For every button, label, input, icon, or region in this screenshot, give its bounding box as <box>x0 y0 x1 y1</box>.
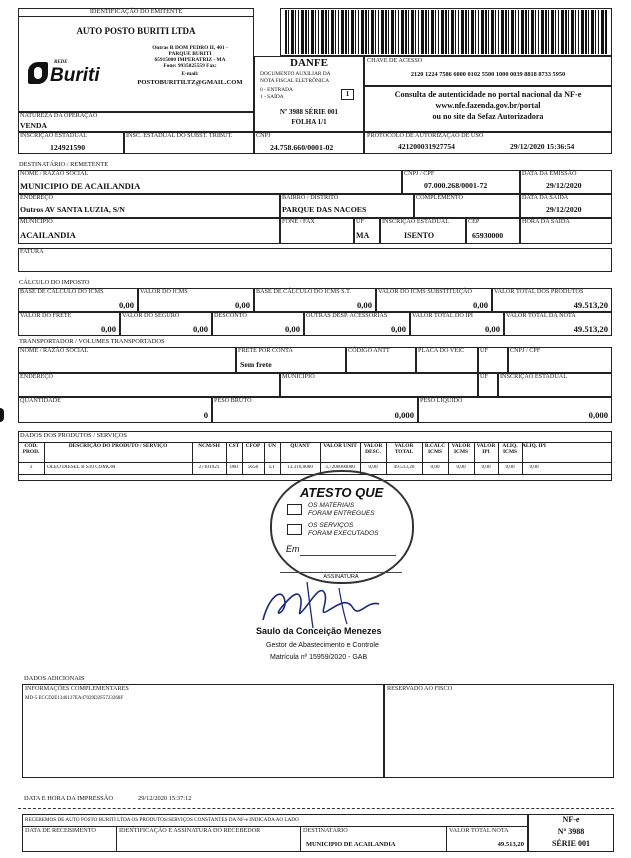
stamp-opt1-l1: OS MATERIAIS <box>308 502 355 509</box>
impressao-label: DATA E HORA DA IMPRESSÃO <box>24 795 113 802</box>
danfe-saida: 1 - SAÍDA <box>260 94 284 100</box>
dest-hora-label: HORA DA SAÍDA <box>522 218 570 225</box>
produtos-col-header: NCM/SH <box>198 443 220 449</box>
transp-uf-label: UF <box>480 347 488 354</box>
natureza-value: VENDA <box>20 121 48 130</box>
transp-placa-label: PLACA DO VEIC <box>418 347 465 354</box>
produtos-col-header: UN <box>268 443 276 449</box>
produtos-col-header: VALOR TOTAL <box>394 443 414 455</box>
ipi-label: VALOR TOTAL DO IPI <box>412 312 473 319</box>
emitente-address-2: PARQUE BURITI <box>168 51 212 57</box>
fatura-box <box>18 248 612 272</box>
danfe-title: DANFE <box>290 57 328 69</box>
ipi: 0,00 <box>484 324 500 334</box>
produtos-cell: 0,00 <box>430 465 440 470</box>
produtos-col-header: QUANT <box>290 443 310 449</box>
transp-nome-label: NOME / RAZÃO SOCIAL <box>20 347 89 354</box>
stamp-checkbox-materiais <box>287 504 302 515</box>
bc-icms: 0,00 <box>118 300 134 310</box>
handwritten-signature <box>255 578 405 633</box>
cnpj-emit-value: 24.758.660/0001-02 <box>270 143 334 152</box>
canhoto-dest-label: DESTINATÁRIO <box>303 827 348 834</box>
outras-label: OUTRAS DESP. ACESSÓRIAS <box>306 312 388 319</box>
impressao-value: 29/12/2020 15:37:12 <box>138 795 192 802</box>
canhoto-vtotal: 49.513,20 <box>497 841 524 848</box>
transp-ie-label: INSCRIÇÃO ESTADUAL <box>500 373 568 380</box>
barcode <box>285 10 607 54</box>
v-st-label: VALOR DO ICMS SUBSTITUIÇÃO <box>378 288 472 295</box>
protocolo-label: PROTOCOLO DE AUTORIZAÇÃO DE USO <box>367 132 484 139</box>
chave-label: CHAVE DE ACESSO <box>367 57 423 64</box>
transp-frete-label: FRETE POR CONTA <box>238 347 293 354</box>
bc-st: 0,00 <box>356 300 372 310</box>
dest-end-label: ENDEREÇO <box>20 194 53 201</box>
canhoto-numero: Nº 3988 <box>557 827 585 836</box>
emitente-address-1: Outras R DOM PEDRO II, 401 - <box>152 45 228 51</box>
stamp-signature-line <box>280 572 402 573</box>
frete-label: VALOR DO FRETE <box>20 312 72 319</box>
dest-nome: MUNICIPIO DE ACAILANDIA <box>20 181 141 191</box>
danfe-folha: FOLHA 1/1 <box>291 118 327 126</box>
ie-st-label: INSC. ESTADUAL DO SUBST. TRIBUT. <box>126 132 233 139</box>
dest-bairro-label: BAIRRO / DISTRITO <box>282 194 339 201</box>
bc-icms-label: BASE DE CÁLCULO DO ICMS <box>20 288 104 295</box>
nota: 49.513,20 <box>573 324 608 334</box>
produtos-cell: LT <box>269 465 275 470</box>
transp-frete: Sem frete <box>240 360 272 369</box>
chave-value: 2120 1224 7586 6000 0102 5500 1000 0039 8818 8733 5950 <box>410 71 566 78</box>
dest-emissao: 29/12/2020 <box>546 181 582 190</box>
transp-uf2-label: UF <box>480 373 488 380</box>
dest-saida-label: DATA DA SAÍDA <box>522 194 569 201</box>
produtos-col-header: CÓD. PROD. <box>22 443 40 455</box>
dest-mun: ACAILANDIA <box>20 230 76 240</box>
produtos-cell: 060 <box>230 465 238 470</box>
desc: 0,00 <box>284 324 300 334</box>
emitente-email-label: E-mail: <box>181 71 199 77</box>
stamp-opt2-l1: OS SERVIÇOS <box>308 522 354 529</box>
protocolo-numero: 421200031927754 <box>398 142 455 151</box>
ie-value: 124921590 <box>50 143 86 152</box>
fisco-label: RESERVADO AO FISCO <box>387 685 453 692</box>
bc-st-label: BASE DE CÁLCULO DO ICMS S.T. <box>256 288 351 295</box>
seguro: 0,00 <box>192 324 208 334</box>
nota-label: VALOR TOTAL DA NOTA <box>506 312 576 319</box>
v-prod-label: VALOR TOTAL DOS PRODUTOS <box>494 288 584 295</box>
produtos-cell: 3,7200000000 <box>325 465 355 470</box>
canhoto-recebemos: RECEBEMOS DE AUTO POSTO BURITI LTDA OS PRODUTOS/SERVIÇOS CONSTANTES DA NF-e INDICADA AO LADO <box>25 817 299 823</box>
produtos-col-header: ALÍQ. IPI <box>522 443 546 449</box>
frete: 0,00 <box>100 324 116 334</box>
stamp-opt2-l2: FORAM EXECUTADOS <box>308 530 379 537</box>
produtos-cell: 0,00 <box>368 465 378 470</box>
ie-label: INSCRIÇÃO ESTADUAL <box>20 132 88 139</box>
produtos-col-header: CFOP <box>245 443 261 449</box>
produtos-cell: 0,00 <box>481 465 491 470</box>
dest-uf-label: UF <box>356 218 364 225</box>
punch-hole-mark <box>0 408 4 422</box>
seguro-label: VALOR DO SEGURO <box>122 312 180 319</box>
stamp-title: ATESTO QUE <box>300 485 384 500</box>
produtos-col-header: ALÍQ. ICMS <box>502 443 518 455</box>
transp-mun-label: MUNICÍPIO <box>282 373 315 380</box>
canhoto-ident-label: IDENTIFICAÇÃO E ASSINATURA DO RECEBEDOR <box>119 827 261 834</box>
consulta-line-1: Consulta de autenticidade no portal nacional da NF-e <box>394 90 582 99</box>
transp-header: TRANSPORTADOR / VOLUMES TRANSPORTADOS <box>19 338 165 345</box>
danfe-subtitle-1: DOCUMENTO AUXILIAR DA <box>260 71 331 77</box>
transp-end-label: ENDEREÇO <box>20 373 53 380</box>
transp-pb: 0,000 <box>394 410 414 420</box>
v-st: 0,00 <box>472 300 488 310</box>
produtos-cell: 3 <box>29 465 33 470</box>
dest-ie-label: INSCRIÇÃO ESTADUAL <box>382 218 450 225</box>
canhoto-serie: SÉRIE 001 <box>551 839 590 848</box>
protocolo-data: 29/12/2020 15:36:54 <box>510 142 575 151</box>
danfe-tipo: 1 <box>345 90 350 98</box>
dest-nome-label: NOME / RAZÃO SOCIAL <box>20 170 89 177</box>
dest-bairro: PARQUE DAS NACOES <box>282 205 367 214</box>
produtos-col-header: B.CÁLC ICMS <box>424 443 446 455</box>
emitente-header: IDENTIFICAÇÃO DO EMITENTE <box>89 8 183 15</box>
natureza-label: NATUREZA DA OPERAÇÃO <box>20 112 98 119</box>
danfe-entrada: 0 - ENTRADA <box>260 87 293 93</box>
buriti-logo-icon <box>28 62 48 84</box>
produtos-cell: 0,00 <box>505 465 515 470</box>
adicionais-header: DADOS ADICIONAIS <box>24 675 85 682</box>
transp-qtd-label: QUANTIDADE <box>20 397 61 404</box>
emitente-name: AUTO POSTO BURITI LTDA <box>76 26 196 36</box>
emitente-address-3: 65915000 IMPERATRIZ - MA <box>154 57 226 63</box>
danfe-subtitle-2: NOTA FISCAL ELETRÔNICA <box>260 78 330 84</box>
fatura-header: FATURA <box>20 248 44 255</box>
logo-small-text: REDE <box>54 60 68 65</box>
produtos-col-header: VALOR DESC. <box>363 443 383 455</box>
danfe-numero: Nº 3988 SÉRIE 001 <box>279 108 339 116</box>
dest-fone-label: FONE / FAX <box>282 218 315 225</box>
dest-ie: ISENTO <box>404 231 435 240</box>
stamp-em: Em <box>286 544 300 554</box>
canhoto-nfe: NF-e <box>562 815 580 824</box>
produtos-col-header: CST <box>228 443 240 449</box>
produtos-cell: 5656 <box>247 465 259 470</box>
info-compl: MD-5 ECCD2E1346127EA47029D2F5723268F <box>25 696 124 701</box>
v-icms-label: VALOR DO ICMS <box>140 288 188 295</box>
emitente-email: POSTOBURITILTZ@GMAIL.COM <box>137 79 243 86</box>
dest-cnpj-label: CNPJ / CPF <box>404 170 435 177</box>
signer-name: Saulo da Conceição Menezes <box>256 626 382 636</box>
transp-pb-label: PESO BRUTO <box>214 397 252 404</box>
consulta-line-3: ou no site da Sefaz Autorizadora <box>432 112 544 121</box>
canhoto-data-label: DATA DE RECEBIMENTO <box>25 827 96 834</box>
logo-text: Buriti <box>50 65 100 86</box>
dest-cep: 65930000 <box>472 231 504 240</box>
transp-pl: 0,000 <box>588 410 608 420</box>
produtos-cell: 27101921 <box>198 465 220 470</box>
transp-qtd: 0 <box>203 410 208 420</box>
dest-end: Outros AV SANTA LUZIA, S/N <box>20 205 125 214</box>
cut-line <box>18 808 614 810</box>
v-prod: 49.513,20 <box>573 300 608 310</box>
produtos-col-header: VALOR UNIT <box>323 443 357 449</box>
produtos-col-header: DESCRIÇÃO DO PRODUTO / SERVIÇO <box>68 443 168 449</box>
stamp-opt1-l2: FORAM ENTREGUES <box>308 510 375 517</box>
dest-cep-label: CEP <box>468 218 480 225</box>
produtos-cell: 0,00 <box>529 465 539 470</box>
produtos-col-header: VALOR IPI <box>476 443 496 455</box>
outras: 0,00 <box>390 324 406 334</box>
stamp-assinatura: ASSINATURA <box>323 574 359 580</box>
dest-compl-label: COMPLEMENTO <box>416 194 463 201</box>
produtos-cell: OLEO DIESEL B S10 COMUM <box>47 465 116 470</box>
dest-mun-label: MUNICÍPIO <box>20 218 53 225</box>
produtos-cell: 13.310,0000 <box>287 465 313 470</box>
imposto-header: CÁLCULO DO IMPOSTO <box>19 279 90 286</box>
transp-antt-label: CÓDIGO ANTT <box>348 347 390 354</box>
cnpj-emit-label: CNPJ <box>256 132 271 139</box>
stamp-checkbox-servicos <box>287 524 302 535</box>
dest-saida: 29/12/2020 <box>546 205 582 214</box>
desc-label: DESCONTO <box>214 312 247 319</box>
info-compl-label: INFORMAÇÕES COMPLEMENTARES <box>25 685 129 692</box>
produtos-cell: 49.513,20 <box>393 465 415 470</box>
v-icms: 0,00 <box>234 300 250 310</box>
destinatario-header: DESTINATÁRIO / REMETENTE <box>19 161 109 168</box>
transp-pl-label: PESO LÍQUIDO <box>420 397 463 404</box>
produtos-cell: 0,00 <box>456 465 466 470</box>
emitente-phone: Fone: 9935825559 Fax: <box>163 63 217 69</box>
canhoto-vtotal-label: VALOR TOTAL NOTA <box>449 827 509 834</box>
consulta-line-2: www.nfe.fazenda.gov.br/portal <box>435 101 541 110</box>
canhoto-dest: MUNICIPIO DE ACAILANDIA <box>306 841 396 848</box>
transp-end-box <box>18 373 280 397</box>
dest-uf: MA <box>356 231 370 240</box>
dest-emissao-label: DATA DA EMISSÃO <box>522 170 577 177</box>
signer-role: Gestor de Abastecimento e Controle <box>266 642 379 649</box>
transp-cnpj-label: CNPJ / CPF <box>510 347 541 354</box>
produtos-header: DADOS DOS PRODUTOS / SERVIÇOS <box>20 432 127 439</box>
dest-cnpj: 07.000.268/0001-72 <box>424 181 488 190</box>
produtos-col-header: VALOR ICMS <box>451 443 471 455</box>
signer-matricula: Matrícula nº 15959/2020 - GAB <box>270 654 368 661</box>
fisco-box <box>384 684 614 778</box>
